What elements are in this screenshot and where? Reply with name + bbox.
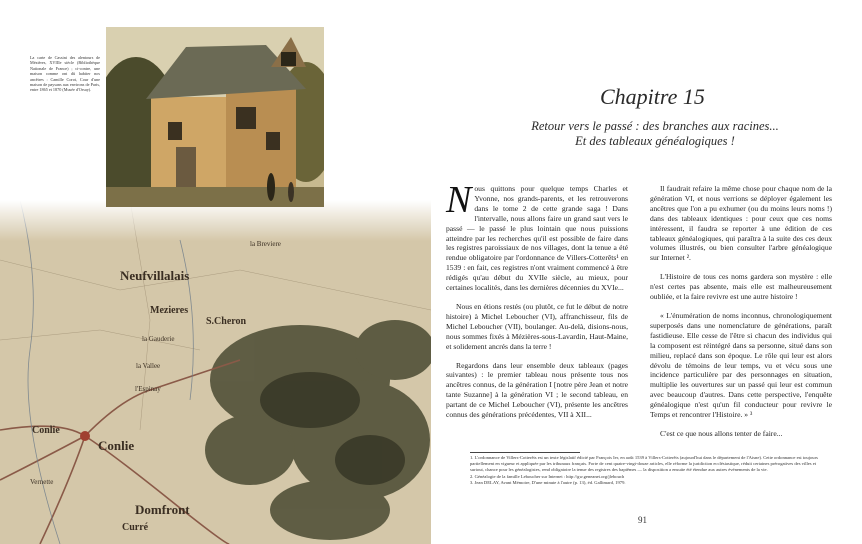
- paragraph: Il faudrait refaire la même chose pour chaque nom de la génération VI, et nous verrions se déployer également les ancêtres que l'on a pu exhumer (ou du moins leurs noms !) dans des tableaux identiques : pour ceux que ces noms intéressent, il faudra se reporter à une édition de ces tableaux généalogiques, qui paraîtra à la suite des ces deux volumes illustrés, ou bien consulter l'arbre généalogique sur Internet ².: [650, 184, 832, 263]
- footnotes: [470, 455, 830, 487]
- footnote-3: 3. Jean DELAY, Avant Mémoire, D'une minute à l'autre (p. 13), éd. Gallimard, 1979.: [470, 480, 626, 485]
- chapter-subtitle-line1: Retour vers le passé : des branches aux racines...: [531, 119, 779, 133]
- map-label-lagaudiere: la Gauderie: [142, 335, 175, 343]
- paragraph: C'est ce que nous allons tenter de faire...: [660, 428, 783, 438]
- page-number: 91: [638, 515, 647, 525]
- map-label-scheron: S.Cheron: [206, 316, 247, 327]
- drop-cap: N: [446, 179, 472, 221]
- chapter-subtitle: [485, 119, 825, 149]
- text-column-2: [650, 184, 832, 448]
- map-label-labreviere: la Breviere: [250, 240, 281, 248]
- quote-paragraph: « L'énumération de noms inconnus, chronologiquement superposés dans une nomenclature de générations, paraît fastidieuse. Elle cesse de l'être si chacun des individus qui la composent est réintégré dans sa personne, situé dans son milieu, replacé dans son époque. Le rôle qui leur est alors dévolu de témoins de leur temps, vu et vécu sous une incidence particulière par des personnages en situation, multiplie les ouvertures sur un passé qui leur est commun avec beaucoup d'autres. Dans cette perspective, l'enquête généalogique n'est qu'un fil conducteur pour revivre le Temps et rencontrer l'Histoire. » ³: [650, 310, 832, 420]
- chapter-subtitle-line2: Et des tableaux généalogiques !: [575, 134, 735, 148]
- map-label-neufvillalais: Neufvillalais: [120, 268, 190, 283]
- paragraph: Regardons dans leur ensemble deux tableaux (pages suivantes) : le premier tableau nous présente tous nos ancêtres connus, de la génération I [notre père Jean et notre tante Suzanne] à la génération VI ; le second tableau, en partant de ce Michel Leboucher (VI), présente les ancêtres connus des générations précédentes, VII à XII...: [446, 360, 628, 420]
- chapter-title: Chapitre 15: [600, 84, 705, 109]
- map-label-vernette: Vernette: [30, 478, 54, 486]
- map-label-curre: Curré: [122, 522, 149, 533]
- text-column-1: [446, 179, 628, 429]
- paragraph: Nous en étions restés (ou plutôt, ce fut le début de notre histoire) à Michel Leboucher (VI), affranchisseur, fils de Michel Leboucher (VII), boulanger. Au-delà, disions-nous, nous sommes fixés à Mézières-sous-Lavardin, Haut-Maine, et solidement ancrés dans la terre !: [446, 301, 628, 351]
- footnote-2: 2. Généalogie de la famille Leboucher sur Internet : http://gw.geneanet.org/jlebouch: [470, 473, 625, 479]
- map-label-lespinay: l'Espinay: [135, 385, 161, 393]
- paragraph-text: ous quittons pour quelque temps Charles et Yvonne, nos grands-parents, et les retrouverons dans le tome 2 de cette grande saga ! Dans l'intervalle, nous allons faire un grand saut vers le passé — le passé le plus lointain que nous puissions atteindre par les recherches qu'il est possible de faire dans les registres paroissiaux de nos villages, dont la tenue a été rendue obligatoire par l'ordonnance de Villers-Cotterêts¹ en 1539 : en fait, ces registres n'ont vraiment commencé à être rédigés qu'au début du XVIIe siècle, au mieux, pour certaines localités, dans les dernières décennies du XVIe...: [446, 184, 628, 293]
- cassini-map: [0, 200, 431, 544]
- map-label-domfront: Domfront: [135, 502, 190, 517]
- paragraph: [446, 179, 628, 293]
- map-label-lavallee: la Vallee: [136, 362, 161, 370]
- map-label-conlie: Conlie: [98, 438, 135, 453]
- painting-illustration: [106, 27, 324, 207]
- footnote-rule: [470, 452, 580, 453]
- map-label-mezieres: Mezieres: [150, 305, 189, 316]
- corot-painting: [106, 27, 324, 207]
- map-illustration: [0, 200, 431, 544]
- footnote-1: 1. L'ordonnance de Villers-Cotterêts est un texte législatif édicté par François Ier, en août 1539 à Villers-Cotterêts (aujourd'hui dans le département de l'Aisne). Cette ordonnance est toujours partiellement en vigueur et appliquée par les tribunaux français. Forte de cent quatre-vingt-douze articles, elle réforme la juridiction ecclésiastique, réduit certaines prérogatives des villes et surtout, chance pour les généalogistes, rend obligatoire la tenue des registres des baptêmes — la disposition a ensuite été étendue aux autres événements de la vie.: [470, 455, 818, 472]
- paragraph: L'Histoire de tous ces noms gardera son mystère : elle n'est certes pas absente, mais elle est malheureusement oubliée, et la faire revivre est une autre histoire !: [650, 272, 832, 302]
- image-caption: La carte de Cassini des alentours de Mézières, XVIIIe siècle (Bibliothèque Nationale de France) ; ci-contre, une maison comme ont dû habiter nos ancêtres : Camille Corot, Cour d'une maison de paysans aux environs de Paris, entre 1865 et 1870 (Musée d'Orsay).: [30, 55, 100, 93]
- map-label-conlie-small: Conlie: [32, 425, 60, 436]
